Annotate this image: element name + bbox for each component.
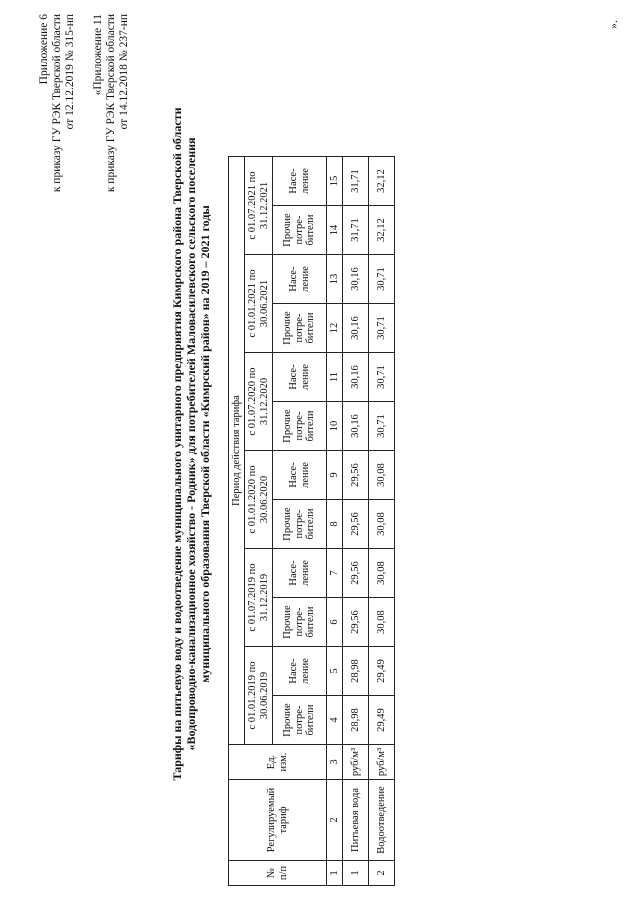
row-value: 31,71 (343, 206, 369, 255)
row-no: 1 (343, 861, 369, 886)
column-number: 1 (327, 861, 343, 886)
row-no: 2 (369, 861, 395, 886)
period-header: с 01.07.2019 по 31.12.2019 (245, 549, 273, 647)
subheader-population: Насе-ление (273, 549, 327, 598)
row-value: 30,16 (343, 255, 369, 304)
row-value: 30,08 (369, 549, 395, 598)
header-line: Приложение 6 (38, 14, 50, 85)
row-unit: руб/м³ (343, 745, 369, 780)
column-number: 7 (327, 549, 343, 598)
subheader-other: Прочие потре-бители (273, 304, 327, 353)
column-number: 11 (327, 353, 343, 402)
row-value: 30,08 (369, 500, 395, 549)
row-value: 32,12 (369, 157, 395, 206)
closing-mark: ». (606, 20, 620, 29)
column-number: 4 (327, 696, 343, 745)
period-header: с 01.07.2021 по 31.12.2021 (245, 157, 273, 255)
header-line: «Приложение 11 (92, 14, 104, 96)
row-value: 30,71 (369, 255, 395, 304)
title-line: «Водопроводно-канализационное хозяйство - Родник» для потребителей Маловасилевского сельского поселения (184, 137, 198, 751)
row-value: 30,16 (343, 402, 369, 451)
row-value: 29,56 (343, 549, 369, 598)
column-number: 9 (327, 451, 343, 500)
row-value: 29,49 (369, 647, 395, 696)
appendix-header-previous (92, 14, 131, 244)
subheader-population: Насе-ление (273, 353, 327, 402)
row-value: 29,49 (369, 696, 395, 745)
row-value: 30,16 (343, 304, 369, 353)
header-line: от 12.12.2019 № 315-нп (64, 14, 76, 130)
row-name: Водоотведение (369, 780, 395, 861)
column-number: 5 (327, 647, 343, 696)
header-period: Период действия тарифа (229, 157, 245, 745)
row-value: 28,98 (343, 647, 369, 696)
row-value: 30,08 (369, 598, 395, 647)
row-value: 29,56 (343, 500, 369, 549)
tariff-table (228, 156, 395, 886)
period-header: с 01.01.2021 по 30.06.2021 (245, 255, 273, 353)
subheader-other: Прочие потре-бители (273, 598, 327, 647)
appendix-header-current (38, 14, 77, 244)
column-number: 12 (327, 304, 343, 353)
row-unit: руб/м³ (369, 745, 395, 780)
row-value: 30,16 (343, 353, 369, 402)
row-value: 32,12 (369, 206, 395, 255)
column-number: 10 (327, 402, 343, 451)
row-name: Питьевая вода (343, 780, 369, 861)
period-header: с 01.07.2020 по 31.12.2020 (245, 353, 273, 451)
subheader-other: Прочие потре-бители (273, 206, 327, 255)
subheader-other: Прочие потре-бители (273, 500, 327, 549)
row-value: 29,56 (343, 598, 369, 647)
column-number: 13 (327, 255, 343, 304)
subheader-population: Насе-ление (273, 647, 327, 696)
document-title (170, 104, 212, 784)
table-row (369, 157, 395, 886)
period-header: с 01.01.2020 по 30.06.2020 (245, 451, 273, 549)
header-unit: Ед. изм. (229, 745, 327, 780)
header-line: к приказу ГУ РЭК Тверской области (51, 14, 63, 193)
column-number: 2 (327, 780, 343, 861)
column-number-row (327, 157, 343, 886)
subheader-population: Насе-ление (273, 157, 327, 206)
row-value: 29,56 (343, 451, 369, 500)
subheader-other: Прочие потре-бители (273, 402, 327, 451)
row-value: 30,71 (369, 402, 395, 451)
column-number: 15 (327, 157, 343, 206)
column-number: 6 (327, 598, 343, 647)
row-value: 31,71 (343, 157, 369, 206)
header-line: к приказу ГУ РЭК Тверской области (105, 14, 117, 193)
header-no: № п/п (229, 861, 327, 886)
period-header: с 01.01.2019 по 30.06.2019 (245, 647, 273, 745)
table-row (343, 157, 369, 886)
subheader-population: Насе-ление (273, 451, 327, 500)
row-value: 28,98 (343, 696, 369, 745)
row-value: 30,71 (369, 304, 395, 353)
title-line: муниципального образования Тверской области «Кимрский район» на 2019 – 2021 годы (198, 205, 212, 683)
subheader-other: Прочие потре-бители (273, 696, 327, 745)
title-line: Тарифы на питьевую воду и водоотведение муниципального унитарного предприятия Кимрского района Тверской области (170, 107, 184, 781)
column-number: 14 (327, 206, 343, 255)
header-line: от 14.12.2018 № 237-нп (118, 14, 130, 130)
column-number: 3 (327, 745, 343, 780)
row-value: 30,71 (369, 353, 395, 402)
row-value: 30,08 (369, 451, 395, 500)
column-number: 8 (327, 500, 343, 549)
header-tariff: Регулируемый тариф (229, 780, 327, 861)
subheader-population: Насе-ление (273, 255, 327, 304)
